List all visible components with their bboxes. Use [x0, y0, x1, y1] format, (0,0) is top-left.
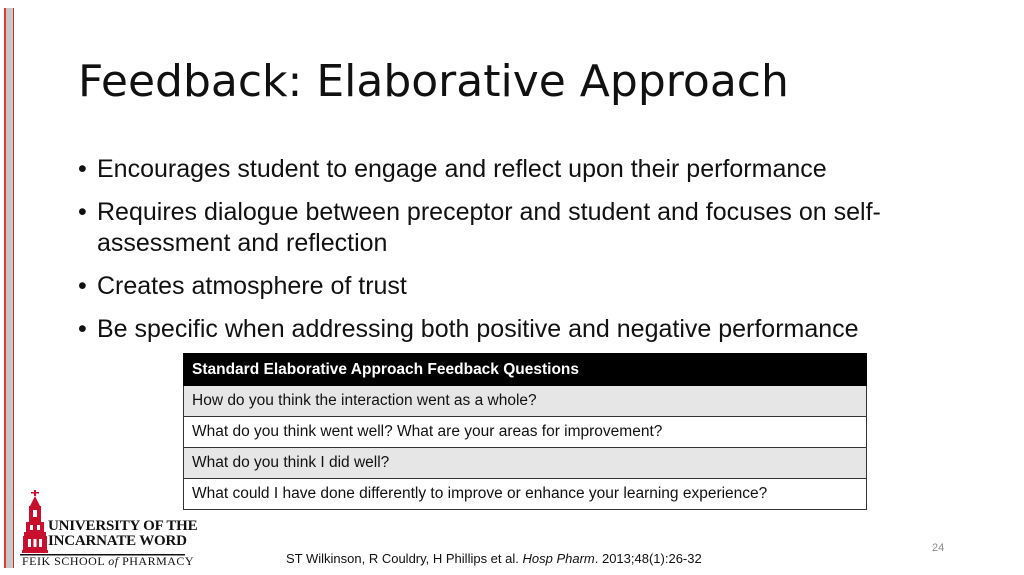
table-cell: How do you think the interaction went as a whole?: [184, 386, 867, 417]
bullet-text: Requires dialogue between preceptor and student and focuses on self-assessment and reflection: [97, 198, 881, 257]
feedback-questions-table: [183, 353, 867, 510]
bullet-icon: •: [78, 198, 87, 226]
bullet-item: [78, 271, 978, 302]
bullet-icon: •: [78, 315, 87, 343]
logo-university-name: [48, 519, 197, 549]
logo-line2: INCARNATE WORD: [48, 533, 187, 549]
table-header: Standard Elaborative Approach Feedback Questions: [184, 354, 867, 386]
bullet-text: Encourages student to engage and reflect upon their performance: [97, 155, 827, 183]
bullet-icon: •: [78, 272, 87, 300]
citation: [286, 551, 702, 566]
table-row: [184, 448, 867, 479]
table-row: [184, 386, 867, 417]
citation-authors: ST Wilkinson, R Couldry, H Phillips et al.: [286, 551, 519, 566]
logo-school-of: of: [108, 554, 119, 568]
bullet-item: [78, 314, 978, 345]
table-cell: What could I have done differently to improve or enhance your learning experience?: [184, 479, 867, 510]
bullet-icon: •: [78, 155, 87, 183]
table-row: [184, 417, 867, 448]
logo-line1: UNIVERSITY OF THE: [48, 518, 198, 534]
citation-details: . 2013;48(1):26-32: [594, 551, 702, 566]
slide-title: Feedback: Elaborative Approach: [78, 56, 789, 107]
table-cell: What do you think went well? What are your areas for improvement?: [184, 417, 867, 448]
table-header-row: [184, 354, 867, 386]
bullet-item: [78, 197, 978, 259]
left-accent-bar: [4, 8, 14, 568]
table-cell: What do you think I did well?: [184, 448, 867, 479]
bullet-text: Creates atmosphere of trust: [97, 272, 407, 300]
bullet-list: [78, 154, 978, 357]
citation-journal: Hosp Pharm: [522, 551, 595, 566]
logo-school-part1: FEIK SCHOOL: [22, 554, 105, 568]
bullet-text: Be specific when addressing both positive and negative performance: [97, 315, 859, 343]
table-row: [184, 479, 867, 510]
logo-school-name: [22, 554, 194, 569]
page-number: 24: [932, 542, 945, 554]
logo-school-part2: PHARMACY: [122, 554, 195, 568]
bullet-item: [78, 154, 978, 185]
